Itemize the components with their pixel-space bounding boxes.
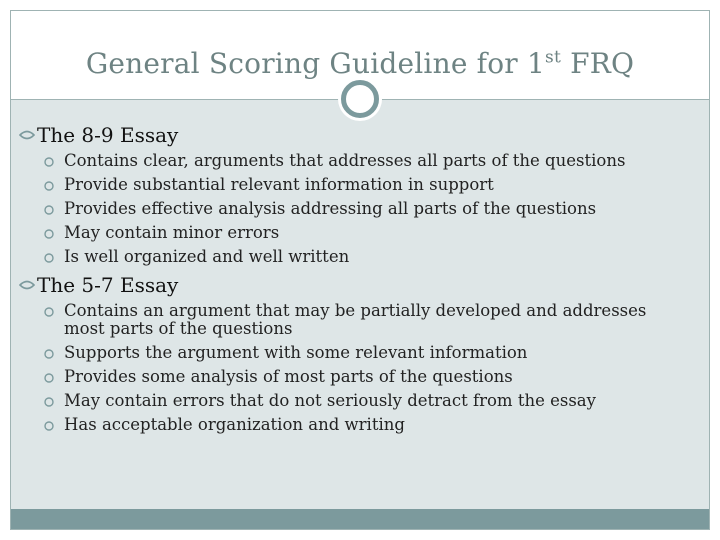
circle-bullet-icon — [43, 152, 55, 170]
circle-bullet-icon — [43, 344, 55, 362]
circle-bullet-icon — [43, 200, 55, 218]
slide — [10, 10, 710, 530]
list-item — [43, 248, 683, 266]
list-item — [43, 176, 683, 194]
ring-ornament-icon — [341, 80, 379, 118]
section-heading-5-7 — [19, 273, 178, 297]
circle-bullet-icon — [43, 368, 55, 386]
circle-bullet-icon — [43, 176, 55, 194]
list-item — [43, 416, 683, 434]
list-item-text: Supports the argument with some relevant information — [64, 343, 528, 362]
list-item-text: Provide substantial relevant information in support — [64, 175, 494, 194]
list-item — [43, 152, 683, 170]
footer-bar — [11, 509, 709, 529]
list-item-text: Provides some analysis of most parts of the questions — [64, 367, 513, 386]
list-item-text: Provides effective analysis addressing all parts of the questions — [64, 199, 597, 218]
list-item-text: Contains an argument that may be partially developed and addresses most parts of the questions — [64, 301, 647, 338]
section-heading-8-9 — [19, 123, 178, 147]
list-item-text: May contain minor errors — [64, 223, 280, 242]
section-heading-text: The 5-7 Essay — [37, 273, 179, 297]
title-tail: FRQ — [560, 47, 635, 80]
leaf-bullet-icon — [19, 279, 35, 291]
list-item-text: May contain errors that do not seriously detract from the essay — [64, 391, 596, 410]
list-item — [43, 368, 683, 386]
list-item — [43, 224, 683, 242]
circle-bullet-icon — [43, 416, 55, 434]
circle-bullet-icon — [43, 302, 55, 320]
circle-bullet-icon — [43, 392, 55, 410]
title-main: General Scoring Guideline for 1 — [85, 47, 546, 80]
circle-bullet-icon — [43, 248, 55, 266]
leaf-bullet-icon — [19, 129, 35, 141]
slide-title — [11, 47, 709, 80]
list-item — [43, 344, 683, 362]
list-item-text: Has acceptable organization and writing — [64, 415, 405, 434]
title-superscript: st — [545, 47, 561, 68]
list-item-text: Contains clear, arguments that addresses all parts of the questions — [64, 151, 626, 170]
list-item — [43, 392, 683, 410]
list-item — [43, 302, 683, 338]
list-item-text: Is well organized and well written — [64, 247, 350, 266]
circle-bullet-icon — [43, 224, 55, 242]
list-item — [43, 200, 683, 218]
section-heading-text: The 8-9 Essay — [37, 123, 179, 147]
